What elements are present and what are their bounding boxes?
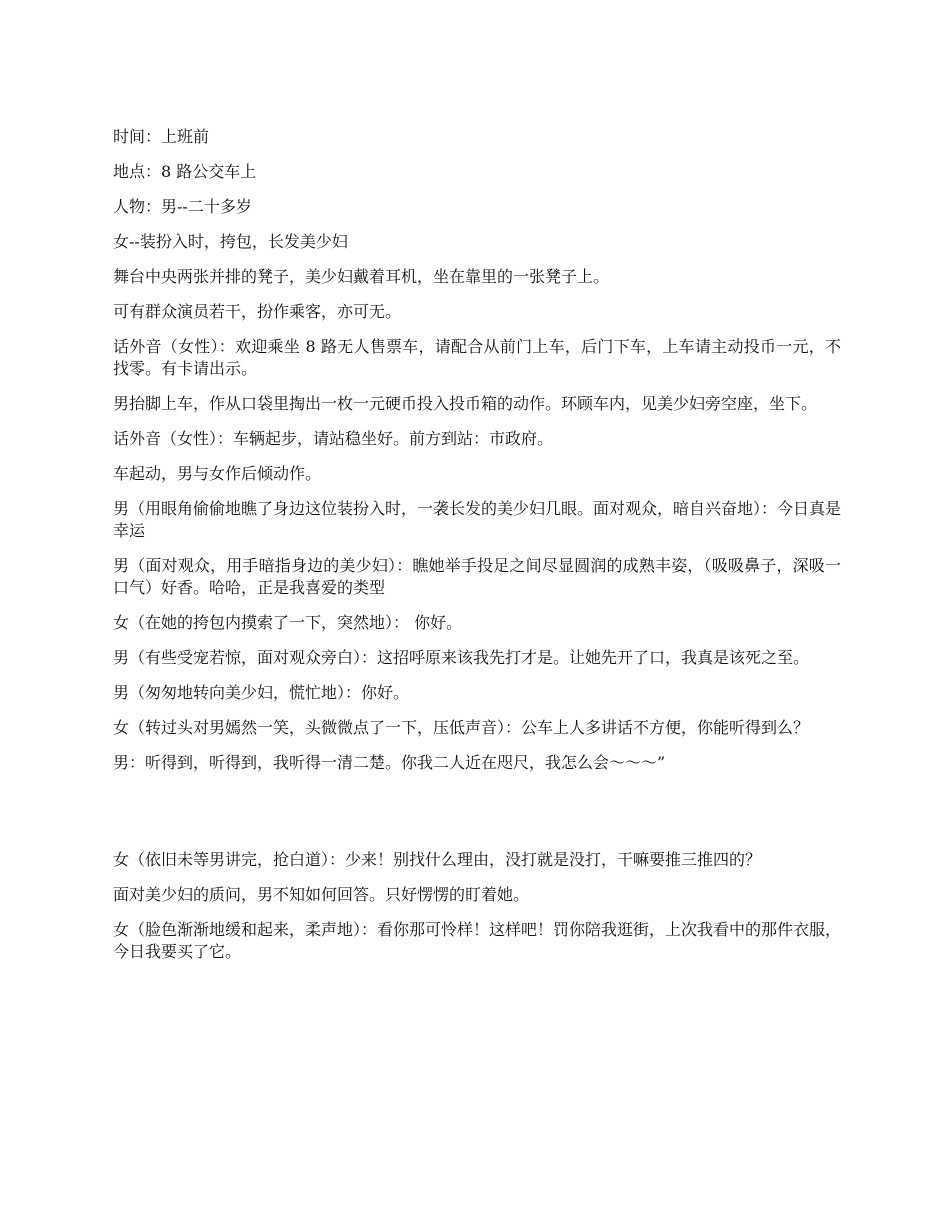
blank-gap bbox=[113, 787, 841, 849]
dialogue-line: 男（有些受宠若惊，面对观众旁白）：这招呼原来该我先打才是。让她先开了口，我真是该死之至。 bbox=[113, 648, 810, 667]
characters-line: 人物：男--二十多岁 bbox=[113, 197, 252, 216]
stage-direction: 舞台中央两张并排的凳子，美少妇戴着耳机，坐在靠里的一张凳子上。 bbox=[113, 267, 610, 286]
time-line: 时间：上班前 bbox=[113, 127, 210, 146]
stage-direction: 男抬脚上车，作从口袋里掏出一枚一元硬币投入投币箱的动作。环顾车内，见美少妇旁空座，坐下。 bbox=[113, 394, 818, 413]
dialogue-line: 男（用眼角偷偷地瞧了身边这位装扮入时，一袭长发的美少妇几眼。面对观众，暗自兴奋地）：今日真是幸运 bbox=[113, 499, 842, 540]
location-line: 地点：8 路公交车上 bbox=[113, 162, 257, 181]
voiceover-line: 话外音（女性）：车辆起步，请站稳坐好。前方到站：市政府。 bbox=[113, 429, 554, 448]
stage-direction: 车起动，男与女作后倾动作。 bbox=[113, 464, 322, 483]
dialogue-line: 女（转过头对男嫣然一笑，头微微点了一下，压低声音）：公车上人多讲话不方便，你能听得到么？ bbox=[113, 718, 810, 737]
stage-direction: 可有群众演员若干，扮作乘客，亦可无。 bbox=[113, 302, 402, 321]
stage-direction: 面对美少妇的质问，男不知如何回答。只好愣愣的盯着她。 bbox=[113, 885, 530, 904]
dialogue-line: 男（匆匆地转向美少妇，慌忙地）：你好。 bbox=[113, 683, 410, 702]
dialogue-line: 男（面对观众，用手暗指身边的美少妇）：瞧她举手投足之间尽显圆润的成熟丰姿，（吸吸鼻子，深吸一口气）好香。哈哈，正是我喜爱的类型 bbox=[113, 556, 841, 597]
voiceover-line: 话外音（女性）：欢迎乘坐 8 路无人售票车，请配合从前门上车，后门下车，上车请主动投币一元，不找零。有卡请出示。 bbox=[113, 337, 841, 378]
dialogue-line: 女（依旧未等男讲完，抢白道）：少来！别找什么理由，没打就是没打，干嘛要推三推四的？ bbox=[113, 850, 762, 869]
dialogue-line: 女（在她的挎包内摸索了一下，突然地）： 你好。 bbox=[113, 613, 463, 632]
female-character-line: 女--装扮入时，挎包，长发美少妇 bbox=[113, 232, 348, 251]
document-body bbox=[113, 126, 841, 976]
dialogue-line: 男：听得到，听得到，我听得一清二楚。你我二人近在咫尺，我怎么会～～～” bbox=[113, 753, 666, 772]
dialogue-line: 女（脸色渐渐地缓和起来，柔声地）：看你那可怜样！这样吧！罚你陪我逛街，上次我看中的那件衣服，今日我要买了它。 bbox=[113, 920, 842, 961]
